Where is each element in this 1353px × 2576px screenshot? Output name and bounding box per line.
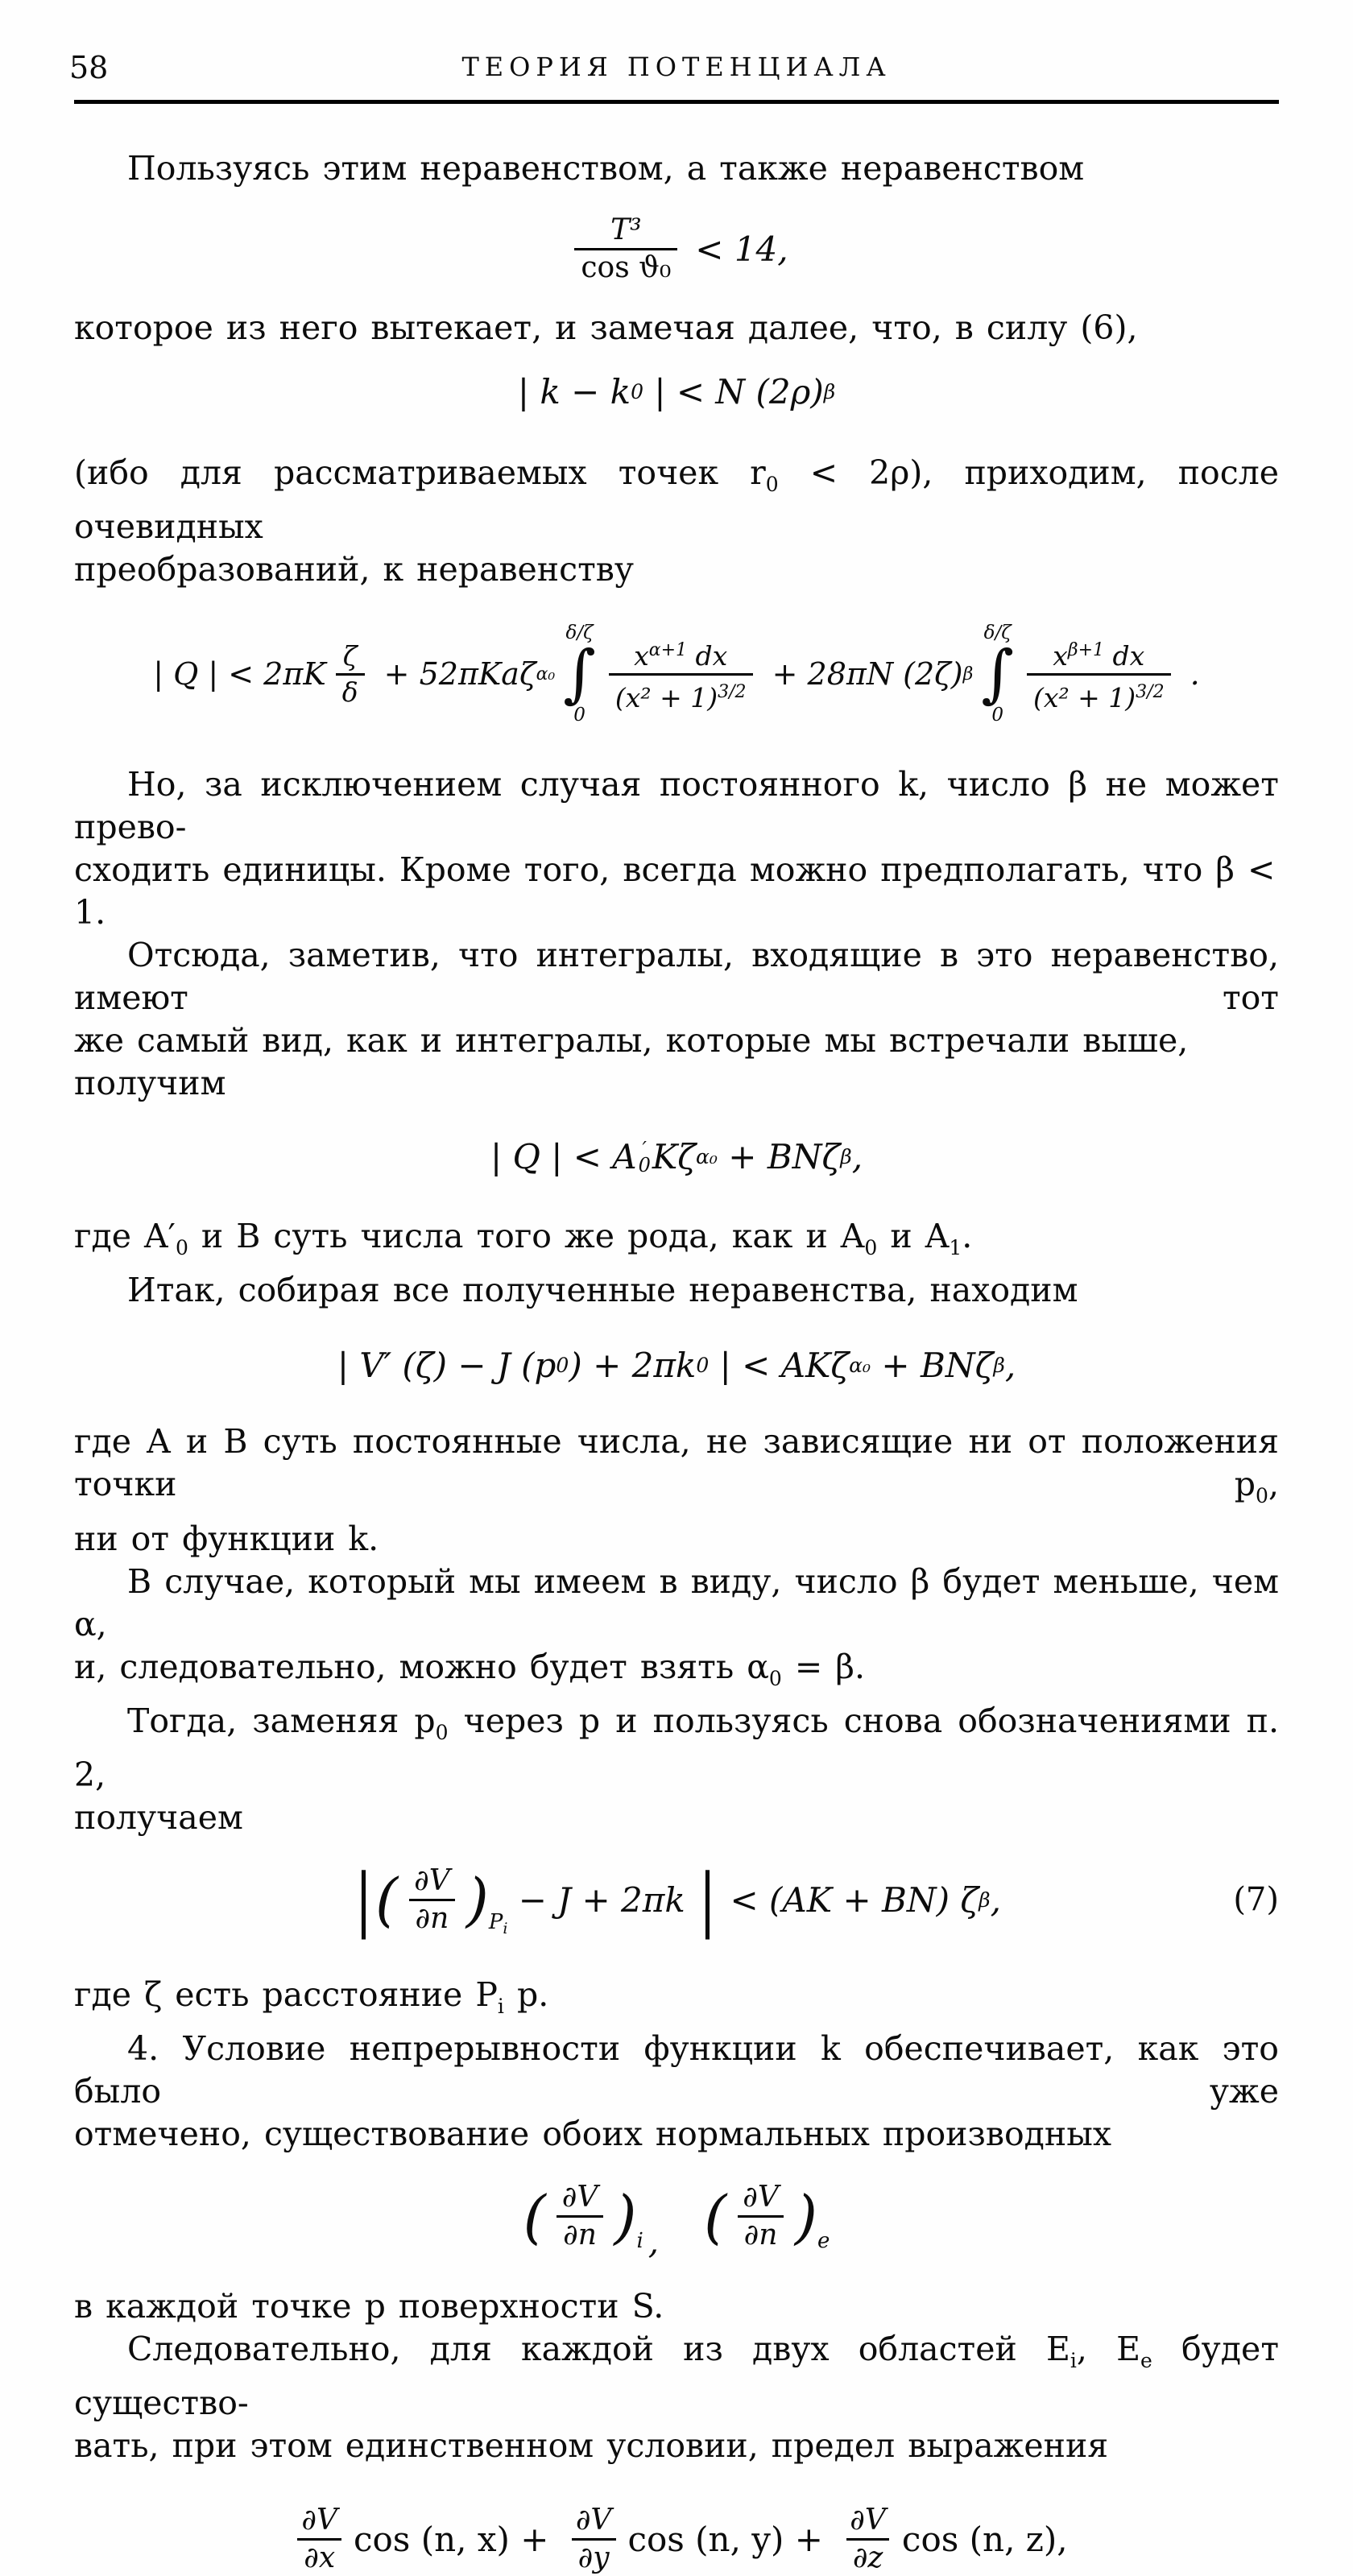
fraction-numerator — [1046, 634, 1151, 673]
text-run: через p и пользуясь снова обозначениями п. 2, — [74, 1701, 1279, 1794]
formula-text: , — [851, 1137, 863, 1177]
formula-text: + BNζ — [717, 1137, 841, 1177]
fraction — [574, 213, 677, 286]
text-run: Но, за исключением случая постоянного k, число β не может прево- — [74, 765, 1279, 847]
paragraph-line — [74, 2113, 1279, 2156]
prime-mark: ′ — [642, 1137, 647, 1160]
formula-text: , — [990, 1879, 1001, 1920]
text-run: преобразований, к неравенству — [74, 550, 634, 589]
paragraph-line — [74, 849, 1279, 934]
text-run: будет существо- — [74, 2330, 1279, 2423]
fraction-denominator — [609, 673, 753, 715]
formula-Q-bound — [74, 1137, 1279, 1176]
subscript: i — [497, 1995, 504, 2019]
formula-V-prime-bound — [74, 1346, 1279, 1385]
formula-text: | k − k — [517, 372, 631, 411]
paragraph-line — [74, 1700, 1279, 1797]
paragraph-line — [74, 934, 1279, 1019]
fraction — [295, 2503, 344, 2576]
superscript: 3/2 — [718, 681, 747, 702]
text-run: получаем — [74, 1797, 243, 1837]
subscript: 0 — [768, 1666, 782, 1690]
paragraph-line — [74, 763, 1279, 849]
fraction-numerator: ∂V — [850, 2504, 886, 2537]
formula-text: | Q | < 2πK — [153, 656, 326, 693]
text-run: вать, при этом единственном условии, предел выражения — [74, 2426, 1109, 2466]
superscript: α₀ — [536, 664, 556, 684]
page-number: 58 — [69, 50, 109, 85]
equation-number: (7) — [1233, 1881, 1279, 1919]
text-run: , — [1268, 1465, 1279, 1504]
text-run: и, следовательно, можно будет взять α — [74, 1647, 769, 1686]
paragraph — [74, 1215, 1279, 1312]
text-run: Итак, собирая все полученные неравенства, находим — [127, 1271, 1078, 1310]
fraction-numerator: ∂V — [414, 1863, 450, 1897]
fraction-denominator: ∂n — [557, 2215, 603, 2253]
paragraph-line — [74, 2285, 1279, 2328]
paragraph-line — [74, 147, 1279, 190]
text-run: которое из него вытекает, и замечая далее, что, в силу (6), — [74, 308, 1138, 347]
fraction-denominator: ∂x — [297, 2538, 341, 2576]
formula-text: , — [648, 2222, 660, 2262]
paragraph — [74, 307, 1279, 349]
paragraph-line — [74, 1420, 1279, 1517]
fraction — [609, 634, 753, 715]
superscript: β — [840, 1145, 852, 1169]
formula-Q-integrals — [74, 623, 1279, 725]
formula-text: | V′ (ζ) − J (p — [337, 1346, 557, 1386]
formula-k-minus-k0 — [74, 372, 1279, 411]
fraction-numerator: ∂V — [301, 2504, 337, 2537]
integral-upper-limit: δ/ζ — [565, 622, 594, 644]
fraction-numerator: T³ — [610, 213, 642, 246]
integral-sign: ∫ — [563, 638, 596, 711]
superscript: β — [993, 1354, 1005, 1378]
text-run: x — [1053, 639, 1068, 672]
formula-text: < 14, — [695, 229, 788, 269]
subscript: 0 — [435, 1720, 449, 1744]
subscript: 0 — [556, 1354, 569, 1378]
fraction-denominator: cos ϑ₀ — [574, 248, 677, 286]
subscript: 0 — [631, 380, 644, 403]
paragraph — [74, 1974, 1279, 2156]
text-run: Следовательно, для каждой из двух областей E — [127, 2330, 1070, 2369]
fraction — [336, 639, 365, 709]
paragraph-line — [74, 2425, 1279, 2467]
subscript: 0 — [638, 1153, 651, 1176]
text-run: x — [634, 639, 649, 672]
subscript: 0 — [175, 1236, 188, 1260]
text-run: сходить единицы. Кроме того, всегда можно предполагать, что β < 1. — [74, 850, 1276, 932]
formula-text: cos (n, x) + — [353, 2520, 560, 2560]
text-run: Тогда, заменяя p — [127, 1701, 436, 1740]
integral — [563, 623, 596, 725]
text-run: ни от функции k. — [74, 1519, 379, 1558]
fraction-numerator: ∂V — [575, 2504, 612, 2537]
paragraph-line — [74, 1019, 1279, 1105]
formula-text: cos (n, y) + — [627, 2520, 834, 2560]
text-run: (x² + 1) — [1032, 681, 1136, 713]
formula-text: cos (n, z), — [901, 2520, 1068, 2560]
superscript: α₀ — [849, 1354, 871, 1378]
text-run: Пользуясь этим неравенством, а также неравенством — [127, 149, 1085, 188]
superscript: β+1 — [1067, 639, 1105, 660]
paragraph-line — [74, 1518, 1279, 1561]
formula-text: | < N (2ρ) — [643, 372, 824, 411]
fraction-numerator: ∂V — [561, 2181, 598, 2214]
text-run: 4. Условие непрерывности функции k обеспечивает, как это было уже — [74, 2029, 1279, 2111]
prime-sub-stack — [638, 1137, 651, 1176]
text-run: dx — [1104, 639, 1145, 672]
formula-text: | < AKζ — [709, 1346, 850, 1386]
fraction-denominator: δ — [336, 673, 365, 709]
paragraph-line — [74, 2328, 1279, 2425]
text-run: отмечено, существование обоих нормальных производных — [74, 2115, 1111, 2154]
text-run: где A и B суть постоянные числа, не зависящие ни от положения точки p — [74, 1422, 1279, 1504]
paragraph-line — [74, 452, 1279, 548]
text-run: и B суть числа того же рода, как и A — [188, 1217, 865, 1256]
header-rule — [74, 100, 1279, 104]
paragraph — [74, 2285, 1279, 2467]
paragraph-line — [74, 1561, 1279, 1646]
subscript: i — [1070, 2349, 1077, 2373]
fraction — [843, 2503, 892, 2576]
paragraph-line — [74, 1797, 1279, 1839]
formula-text: ) + 2πk — [569, 1346, 697, 1386]
superscript: β — [823, 380, 836, 403]
text-run: . — [962, 1217, 973, 1256]
paragraph-line — [74, 1974, 1279, 2028]
text-run: же самый вид, как и интегралы, которые мы встречали выше, получим — [74, 1021, 1189, 1103]
paragraph — [74, 452, 1279, 591]
formula-text: Kζ — [652, 1137, 697, 1177]
text-run: (ибо для рассматриваемых точек r — [74, 453, 766, 492]
superscript: β — [962, 664, 974, 684]
text-run: в каждой точке p поверхности S. — [74, 2287, 664, 2326]
fraction-denominator: ∂n — [409, 1899, 456, 1937]
formula-text: . — [1180, 656, 1200, 693]
subscript: i — [636, 2228, 643, 2253]
superscript: α+1 — [648, 639, 688, 660]
fraction — [569, 2503, 619, 2576]
paragraph-line — [74, 1269, 1279, 1312]
formula-text: + 52πKaζ — [374, 656, 536, 693]
text-run: Отсюда, заметив, что интегралы, входящие в это неравенство, имеют тот — [74, 936, 1279, 1018]
subscript: e — [1140, 2349, 1152, 2373]
formula-text: + BNζ — [871, 1346, 994, 1386]
superscript: β — [979, 1888, 991, 1912]
paragraph-line — [74, 1646, 1279, 1700]
text-run: , E — [1076, 2330, 1141, 2369]
formula-text: | Q | < A — [490, 1137, 637, 1177]
text-run: < 2ρ), приходим, после очевидных — [74, 453, 1280, 547]
integral — [981, 623, 1014, 725]
formula-text: − J + 2πk — [507, 1879, 697, 1920]
fraction — [408, 1863, 457, 1937]
fraction-numerator: ∂V — [743, 2181, 779, 2214]
subscript — [489, 1910, 508, 1937]
text-run: p. — [503, 1974, 549, 2014]
paragraph — [74, 147, 1279, 190]
fraction-numerator: ζ — [342, 639, 358, 672]
formula-equation-7: | ( $\frac{\partial V}{\partial n}$ ) $P_i$ − J + 2πk | < (AK + BN) ζ β , (7) — [354, 1859, 1279, 1941]
subscript: e — [817, 2228, 830, 2253]
subscript: 0 — [696, 1354, 710, 1378]
formula-normal-derivatives: ( $\frac{\partial V}{\partial n}$ ) i , ( $\frac{\partial V}{\partial n}$ ) e — [523, 2181, 830, 2262]
integral-upper-limit: δ/ζ — [983, 622, 1012, 644]
formula-direction-cosines — [74, 2503, 1279, 2576]
paragraph-line — [74, 2028, 1279, 2113]
formula-T-cubed — [74, 213, 1279, 286]
subscript: 1 — [949, 1236, 962, 1260]
paragraph — [74, 763, 1279, 1105]
formula-text: < (AK + BN) ζ — [719, 1879, 979, 1920]
subscript: 0 — [1256, 1484, 1268, 1508]
fraction-denominator: ∂z — [846, 2538, 890, 2576]
fraction — [736, 2180, 785, 2253]
fraction — [1027, 634, 1171, 715]
fraction-denominator: ∂n — [738, 2215, 784, 2253]
formula-text: , — [1004, 1346, 1016, 1386]
paragraph-line — [74, 307, 1279, 349]
text-run: В случае, который мы имеем в виду, число β будет меньше, чем α, — [74, 1561, 1279, 1644]
fraction-denominator — [1027, 673, 1171, 715]
running-title: ТЕОРИЯ ПОТЕНЦИАЛА — [461, 52, 892, 82]
text-run: = β. — [781, 1647, 865, 1686]
page-header — [69, 45, 1279, 85]
paragraph — [74, 1420, 1279, 1839]
fraction-numerator — [627, 634, 734, 673]
text-run: где ζ есть расстояние P — [74, 1974, 498, 2014]
integral-lower-limit: 0 — [991, 705, 1003, 726]
superscript: 3/2 — [1136, 681, 1165, 702]
text-run: P — [488, 1910, 503, 1935]
integral-lower-limit: 0 — [573, 705, 585, 726]
superscript: α₀ — [696, 1145, 718, 1169]
fraction — [556, 2180, 605, 2253]
text-run: где A′ — [74, 1217, 176, 1256]
text-run: и A — [877, 1217, 950, 1256]
paragraph-line — [74, 1215, 1279, 1269]
fraction-denominator: ∂y — [572, 2538, 616, 2576]
integral-sign: ∫ — [981, 638, 1014, 711]
paragraph-line — [74, 548, 1279, 591]
subscript: 0 — [864, 1236, 878, 1260]
subscript: i — [503, 1920, 508, 1938]
formula-text: + 28πN (2ζ) — [762, 656, 963, 693]
text-run: (x² + 1) — [614, 681, 718, 713]
text-run: dx — [687, 639, 728, 672]
subscript: 0 — [765, 473, 779, 497]
